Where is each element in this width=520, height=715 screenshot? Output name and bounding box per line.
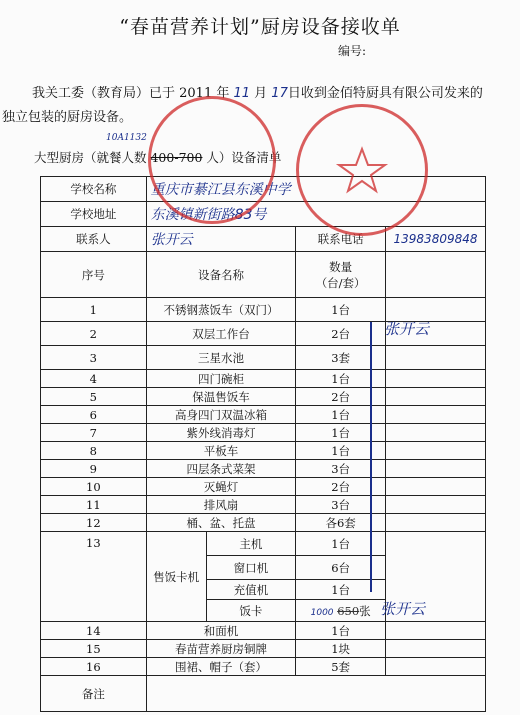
item-remark: [386, 346, 486, 370]
table-row: [41, 658, 486, 676]
item-qty: 1台: [296, 622, 386, 640]
intro-paragraph: [2, 82, 514, 130]
table-row: [41, 388, 486, 406]
item-name: 桶、盆、托盘: [146, 514, 296, 532]
item-no: 7: [41, 424, 147, 442]
item-no: 4: [41, 370, 147, 388]
item-remark: [386, 478, 486, 496]
item-no: 16: [41, 658, 147, 676]
item-remark: [386, 406, 486, 424]
item-no: 12: [41, 514, 147, 532]
item-remark: [386, 424, 486, 442]
sub-item-name: 饭卡: [206, 600, 296, 622]
header-no: 序号: [41, 252, 147, 298]
remark-value: [146, 676, 485, 712]
header-qty-line1: 数量: [329, 259, 353, 274]
item-qty: 2台: [296, 322, 386, 346]
item-qty: 2台: [296, 478, 386, 496]
item-qty: 1台: [296, 442, 386, 460]
sub-item-qty: 1台: [296, 580, 386, 600]
item-name: 灭蝇灯: [146, 478, 296, 496]
contact-value: 张开云: [146, 227, 296, 252]
card-qty-hand: 1000: [310, 607, 334, 618]
item-name: 和面机: [146, 622, 296, 640]
signature: 张开云: [384, 320, 430, 338]
item-name: 双层工作台: [146, 322, 296, 346]
item-qty: 3套: [296, 346, 386, 370]
item-remark: [386, 370, 486, 388]
company-seal: [148, 96, 276, 224]
sub-item-qty: 6台: [296, 556, 386, 580]
item-no: 14: [41, 622, 147, 640]
table-row: [41, 424, 486, 442]
item-qty: 5套: [296, 658, 386, 676]
item-qty: 3台: [296, 460, 386, 478]
item-no: 9: [41, 460, 147, 478]
table-row: [41, 406, 486, 424]
item-qty: 1台: [296, 370, 386, 388]
header-name: 设备名称: [146, 252, 296, 298]
phone-label: 联系电话: [296, 227, 386, 252]
sub-item-qty: [296, 600, 386, 622]
item-remark: [386, 658, 486, 676]
list-heading-prefix: 大型厨房（就餐人数: [34, 150, 151, 165]
school-addr-label: 学校地址: [41, 202, 147, 227]
item-qty: 3台: [296, 496, 386, 514]
item-name: 围裙、帽子（套）: [146, 658, 296, 676]
intro-part1: 我关工委（教育局）已于 2011 年: [32, 86, 234, 101]
handwritten-number: 10A1132: [106, 133, 147, 143]
contact-label: 联系人: [41, 227, 147, 252]
item-no: 10: [41, 478, 147, 496]
items-body: [41, 298, 486, 712]
card-qty-unit: 张: [359, 603, 371, 618]
list-heading-crossed: 400-700: [150, 150, 203, 165]
card-qty-crossed: 650: [337, 603, 360, 618]
table-row: [41, 370, 486, 388]
table-row: [41, 622, 486, 640]
phone-value: 13983809848: [386, 227, 486, 252]
star-icon: [299, 107, 425, 233]
signature-2: 张开云: [380, 600, 426, 618]
item-name: 春苗营养厨房铜牌: [146, 640, 296, 658]
header-remark-cell: [386, 252, 486, 298]
item-name: 排风扇: [146, 496, 296, 514]
table-row: [41, 676, 486, 712]
item-no: 13: [41, 532, 147, 622]
intro-line2: 独立包装的厨房设备。: [2, 110, 133, 125]
item-qty: 2台: [296, 388, 386, 406]
item-name: 三星水池: [146, 346, 296, 370]
item-name: 平板车: [146, 442, 296, 460]
intro-day: 17: [271, 86, 288, 101]
table-row: [41, 460, 486, 478]
item-group: 售饭卡机: [146, 532, 206, 622]
item-remark: [386, 460, 486, 478]
item-remark: [386, 496, 486, 514]
table-row: [41, 532, 486, 556]
item-name: 不锈钢蒸饭车（双门）: [146, 298, 296, 322]
signature-bracket: [370, 322, 372, 592]
item-name: 四门碗柜: [146, 370, 296, 388]
intro-part3: 日收到金佰特厨具有限公司发来的: [287, 86, 483, 101]
item-remark: [386, 442, 486, 460]
item-no: 5: [41, 388, 147, 406]
sub-item-name: 窗口机: [206, 556, 296, 580]
item-no: 15: [41, 640, 147, 658]
table-row: [41, 514, 486, 532]
intro-part2: 月: [250, 86, 272, 101]
table-row: [41, 442, 486, 460]
header-qty: [296, 252, 386, 298]
school-seal: [296, 104, 428, 236]
item-no: 8: [41, 442, 147, 460]
remark-label: 备注: [41, 676, 147, 712]
number-label: 编号:: [338, 44, 367, 58]
item-qty: 1台: [296, 424, 386, 442]
document-title: “春苗营养计划”厨房设备接收单: [119, 16, 401, 38]
item-qty: 各6套: [296, 514, 386, 532]
item-name: 保温售饭车: [146, 388, 296, 406]
list-heading-suffix: 人）设备清单: [202, 150, 282, 165]
item-qty: 1块: [296, 640, 386, 658]
sub-item-name: 主机: [206, 532, 296, 556]
school-name-value: 重庆市綦江县东溪中学: [146, 177, 485, 202]
item-remark: [386, 514, 486, 532]
item-no: 6: [41, 406, 147, 424]
item-no: 3: [41, 346, 147, 370]
school-addr-value: 东溪镇新街路83号: [146, 202, 485, 227]
table-row: [41, 640, 486, 658]
item-no: 2: [41, 322, 147, 346]
equipment-table: [40, 176, 486, 712]
intro-month: 11: [233, 86, 251, 101]
item-qty: 1台: [296, 406, 386, 424]
table-row: [41, 496, 486, 514]
item-remark: [386, 388, 486, 406]
item-remark: [386, 622, 486, 640]
table-row: [41, 478, 486, 496]
item-no: 11: [41, 496, 147, 514]
sub-item-qty: 1台: [296, 532, 386, 556]
sub-item-name: 充值机: [206, 580, 296, 600]
item-remark: [386, 640, 486, 658]
item-name: 紫外线消毒灯: [146, 424, 296, 442]
item-name: 四层条式菜架: [146, 460, 296, 478]
header-qty-line2: （台/套）: [315, 275, 366, 290]
item-qty: 1台: [296, 298, 386, 322]
item-name: 高身四门双温冰箱: [146, 406, 296, 424]
item-no: 1: [41, 298, 147, 322]
table-row: [41, 346, 486, 370]
school-name-label: 学校名称: [41, 177, 147, 202]
